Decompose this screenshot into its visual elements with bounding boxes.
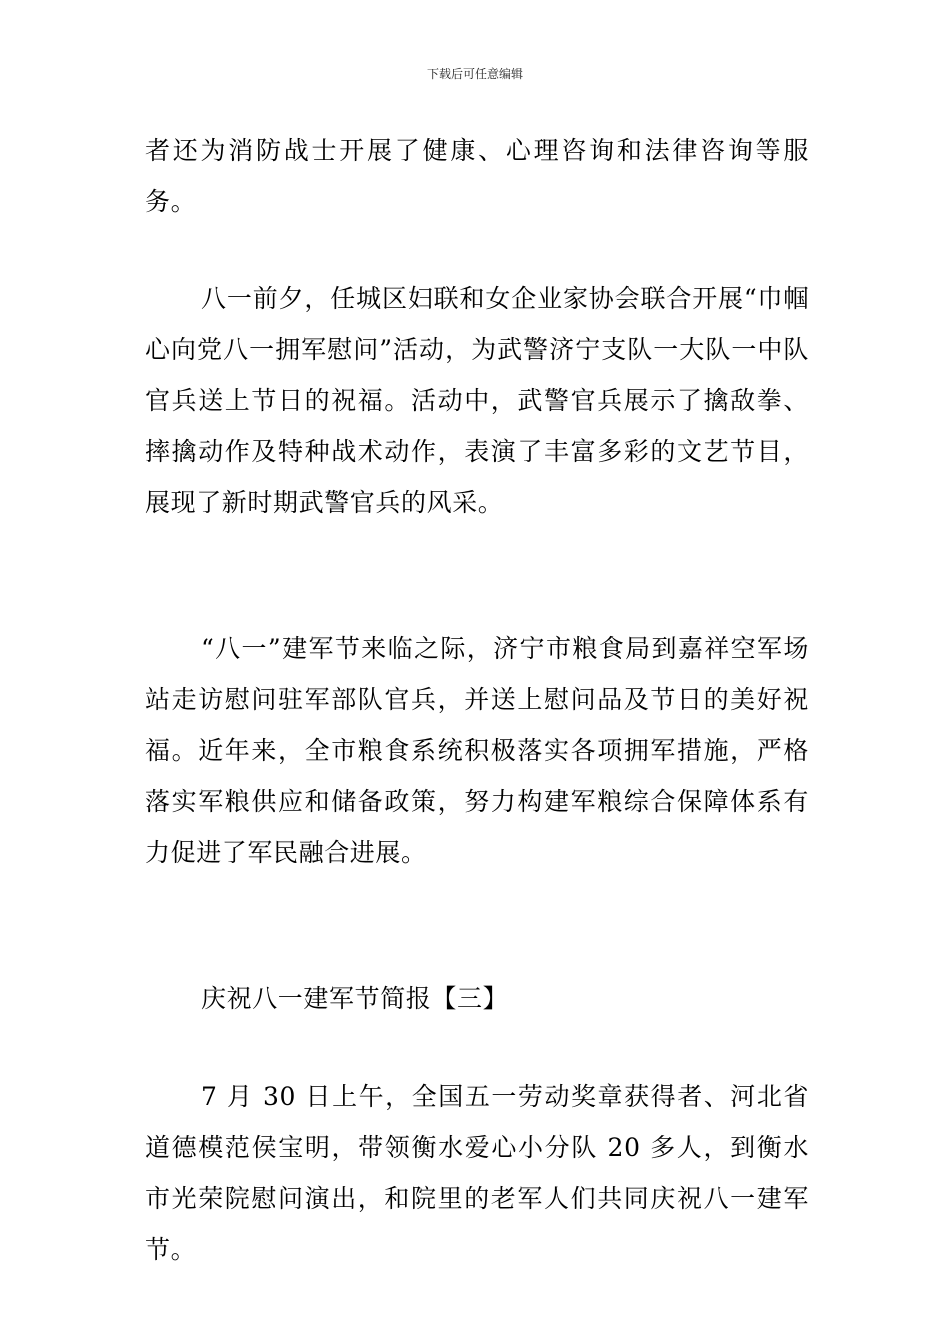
paragraph-continuation: 者还为消防战士开展了健康、心理咨询和法律咨询等服务。 (145, 136, 809, 216)
paragraph-hou-baoming: 7 月 30 日上午，全国五一劳动奖章获得者、河北省道德模范侯宝明，带领衡水爱心小分队 20 多人，到衡水市光荣院慰问演出，和院里的老军人们共同庆祝八一建军节。 (145, 1082, 809, 1264)
section-heading: 庆祝八一建军节简报【三】 (201, 984, 509, 1013)
paragraph-women-federation: 八一前夕，任城区妇联和女企业家协会联合开展“巾帼心向党八一拥军慰问”活动，为武警济宁支队一大队一中队官兵送上节日的祝福。活动中，武警官兵展示了擒敌拳、摔擒动作及特种战术动作，表演了丰富多彩的文艺节目，展现了新时期武警官兵的风采。 (145, 284, 809, 517)
page-header: 下载后可任意编辑 (426, 67, 523, 81)
paragraph-grain-bureau: “八一”建军节来临之际，济宁市粮食局到嘉祥空军场站走访慰问驻军部队官兵，并送上慰问品及节日的美好祝福。近年来，全市粮食系统积极落实各项拥军措施，严格落实军粮供应和储备政策，努力构建军粮综合保障体系有力促进了军民融合进展。 (145, 634, 809, 867)
